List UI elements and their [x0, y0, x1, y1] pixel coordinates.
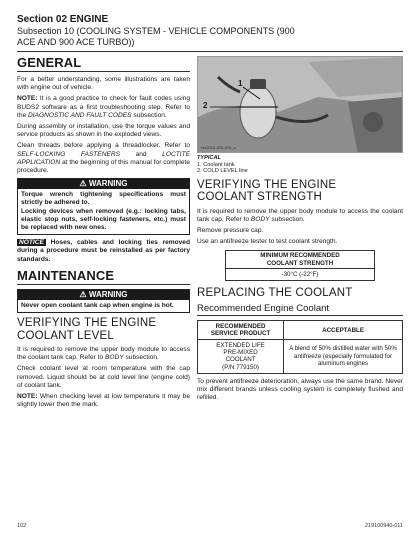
general-heading: GENERAL — [17, 56, 190, 72]
recommended-coolant-subheading: Recommended Engine Coolant — [197, 303, 403, 316]
level-access-text-b: subsection. — [123, 354, 159, 362]
torque-warning-box — [17, 178, 190, 235]
body-link[interactable]: BODY — [250, 215, 270, 223]
warning-header — [18, 290, 189, 300]
self-locking-link[interactable]: SELF-LOCKING FASTENERS — [17, 150, 121, 158]
header-divider — [17, 51, 403, 52]
deterioration-text: To prevent antifreeze deterioration, always use the same brand. Never mix different brands unless cooling system is completely flushed and refilled. — [197, 377, 403, 402]
coolant-strength-heading-line1: VERIFYING THE ENGINE — [197, 178, 337, 191]
general-threadlocker-text — [17, 142, 190, 175]
level-check-text: Check coolant level at room temperature with the cap removed. Liquid should be at cold level line (engine cold) of coolant tank. — [17, 365, 190, 389]
warning-body: Never open coolant tank cap when engine is hot. — [21, 301, 174, 309]
note-text: When checking level at low temperature it may be slightly lower then the mark. — [17, 393, 190, 409]
replacing-coolant-heading: REPLACING THE COOLANT — [197, 286, 353, 299]
warning-header — [18, 179, 189, 189]
table-cell-line2: PRE-MIXED — [223, 349, 258, 357]
loctite-link[interactable]: LOCTITE APPLICATION — [17, 150, 190, 166]
level-access-text-a: It is required to remove the upper body module to access the coolant tank cap. Refer to — [17, 346, 190, 362]
coolant-cap-warning-box — [17, 289, 190, 313]
general-assembly-text: During assembly or installation, use the torque values and service products as shown in the exploded views. — [17, 123, 190, 139]
warning-label: WARNING — [88, 179, 128, 189]
page-footer — [17, 523, 403, 529]
page-number: 102 — [17, 523, 27, 529]
warning-triangle-icon: ⚠ — [79, 179, 87, 189]
document-code: 219100940-011 — [364, 523, 403, 529]
general-note — [17, 95, 190, 120]
table-header — [198, 321, 284, 340]
note-text-1: It is a good practice to check for fault codes using BUDS2 software as a first troubleshooting step. Refer to the — [17, 95, 190, 119]
callout-2: 2 — [203, 101, 208, 110]
notice-label: NOTICE — [19, 239, 44, 247]
warning-text-1: Torque wrench tightening specifications must strictly be adhered to. — [21, 191, 186, 207]
recommended-coolant-table — [197, 320, 403, 373]
note-text-2: subsection. — [131, 111, 167, 119]
warning-triangle-icon: ⚠ — [79, 289, 87, 299]
threadlocker-text-c: at the beginning of this manual for complete procedure. — [17, 158, 190, 175]
notice-paragraph — [17, 239, 190, 264]
coolant-level-heading-line1: VERIFYING THE ENGINE — [17, 317, 157, 330]
tester-text: Use an antifreeze tester to test coolant strength. — [197, 238, 338, 246]
maintenance-heading: MAINTENANCE — [17, 269, 190, 285]
body-link[interactable]: BODY — [104, 354, 124, 362]
note-label: NOTE: — [17, 393, 38, 401]
remove-cap-text: Remove pressure cap. — [197, 227, 264, 235]
strength-access-text — [197, 208, 403, 224]
table-cell — [198, 340, 284, 374]
caption-item-2: 2. COLD LEVEL line — [197, 168, 248, 175]
page-header — [17, 14, 407, 47]
figure-reference: rvs2016-005-010_a — [201, 145, 236, 150]
note-label: NOTE: — [17, 95, 38, 103]
strength-access-text-a: It is required to remove the upper body module to access the coolant tank cap. Refer to — [197, 207, 403, 223]
table-header-line1: RECOMMENDED — [215, 322, 266, 330]
subsection-title-line2: ACE AND 900 ACE TURBO)) — [17, 36, 135, 47]
threadlocker-text-b: and — [120, 150, 163, 158]
coolant-strength-heading — [197, 179, 403, 204]
caption-title: TYPICAL — [197, 155, 221, 161]
coolant-level-heading-line2: COOLANT LEVEL — [17, 329, 114, 342]
warning-body — [18, 189, 189, 234]
strength-access-text-b: subsection. — [269, 215, 305, 223]
figure-caption — [197, 155, 403, 175]
coolant-strength-heading-line2: COOLANT STRENGTH — [197, 191, 323, 204]
general-intro: For a better understanding, some illustrations are taken with engine out of vehicle. — [17, 76, 190, 92]
table-header — [226, 250, 375, 269]
caption-item-1: 1. Coolant tank — [197, 161, 235, 168]
warning-text-2: Locking devices when removed (e.g.: locking tabs, elastic stop nuts, self-locking fasteners, etc.) must be replaced with new ones. — [21, 207, 186, 232]
notice-text: Hoses, cables and locking ties removed during a procedure must be reinstalled as per factory standards. — [17, 239, 190, 263]
table-header-line1: MINIMUM RECOMMENDED — [260, 252, 340, 260]
subsection-title-line1: Subsection 10 (COOLING SYSTEM - VEHICLE COMPONENTS (900 — [17, 26, 295, 36]
table-cell-line4: (P/N 779150) — [222, 363, 259, 371]
coolant-level-heading — [17, 317, 190, 342]
left-column — [17, 56, 190, 412]
coolant-tank-illustration — [198, 57, 403, 153]
callout-1: 1 — [238, 79, 243, 88]
table-cell: A blend of 50% distilled water with 50% antifreeze (especially formulated for aluminum engines — [284, 340, 403, 374]
diagnostic-link[interactable]: DIAGNOSTIC AND FAULT CODES — [28, 111, 132, 119]
table-cell-line3: COOLANT — [225, 356, 256, 364]
table-cell-line1: EXTENDED LIFE — [216, 341, 265, 349]
table-header-line2: COOLANT STRENGTH — [266, 259, 334, 267]
level-note — [17, 393, 190, 409]
right-column — [197, 56, 403, 405]
table-cell: -30°C (-22°F) — [226, 269, 375, 280]
coolant-tank-figure — [197, 56, 403, 153]
table-header: ACCEPTABLE — [284, 321, 403, 340]
threadlocker-text-a: Clean threads before applying a threadlocker. Refer to — [17, 142, 190, 150]
section-title: Section 02 ENGINE — [17, 14, 109, 25]
warning-label: WARNING — [88, 289, 128, 299]
table-header-line2: SERVICE PRODUCT — [210, 330, 271, 338]
coolant-strength-table — [225, 250, 375, 281]
level-access-text — [17, 346, 190, 362]
